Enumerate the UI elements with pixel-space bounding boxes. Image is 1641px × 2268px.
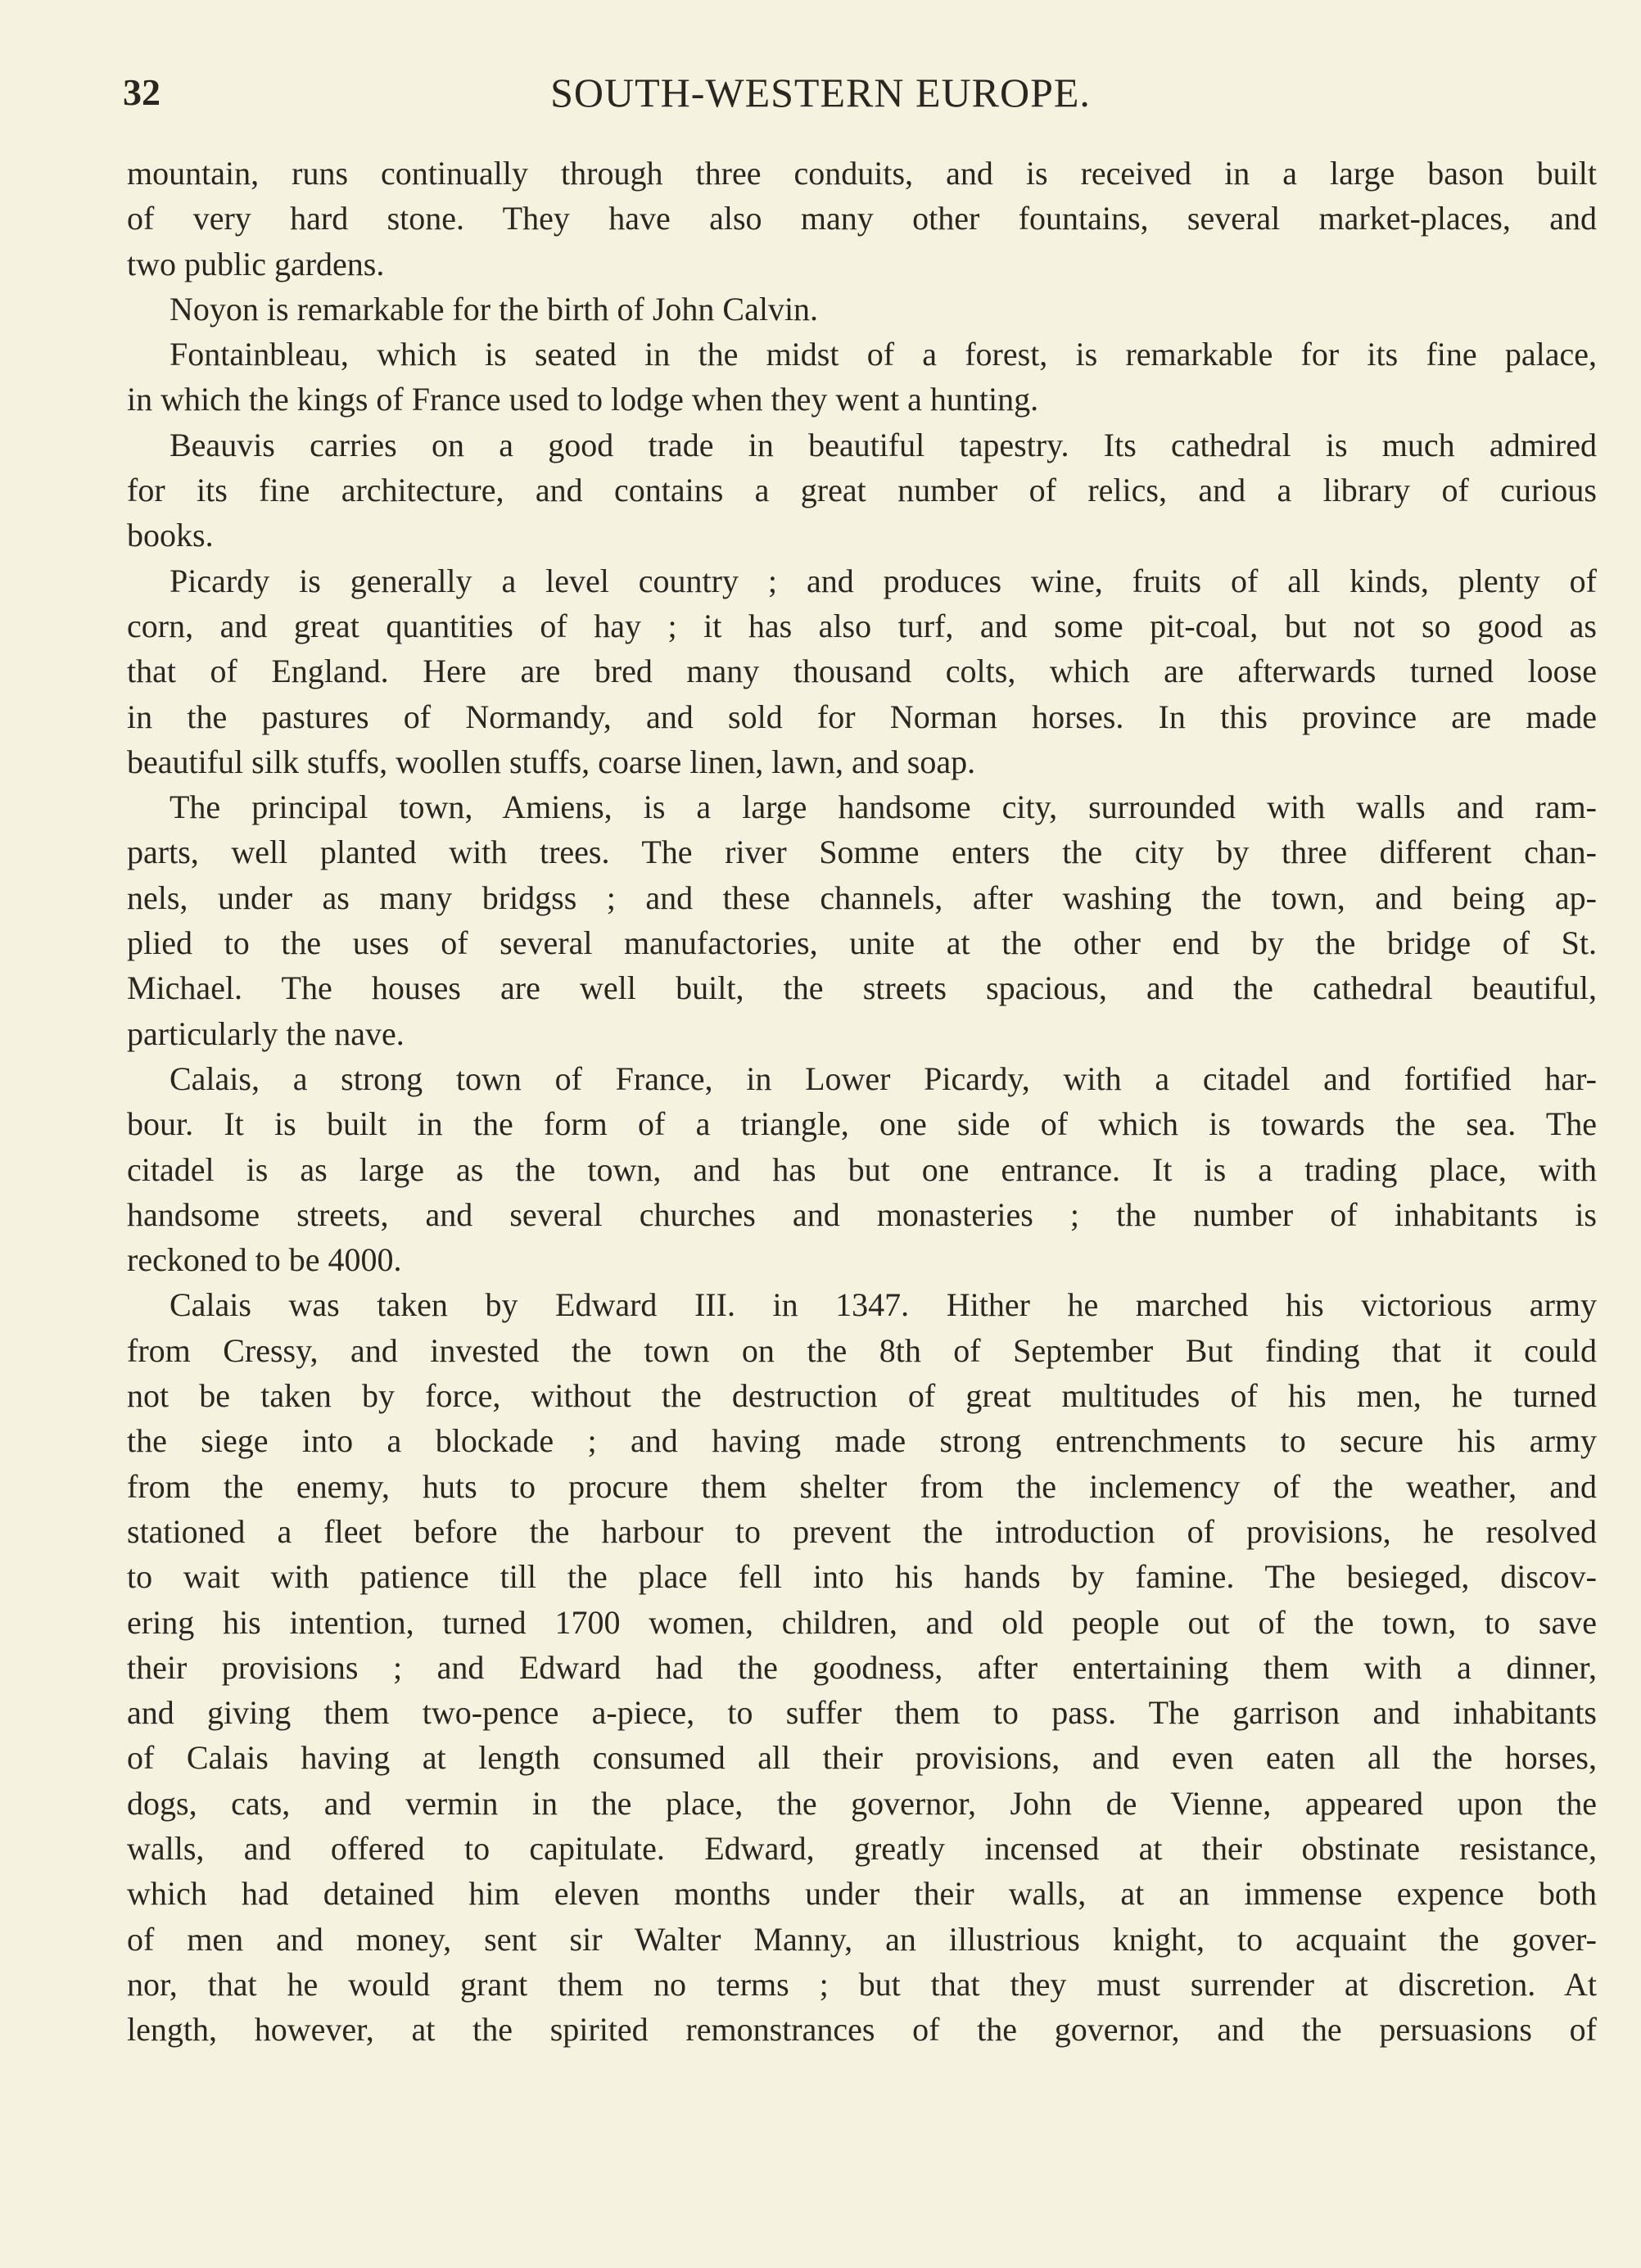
text-line: two public gardens. (127, 245, 385, 282)
text-line: nor, that he would grant them no terms ; but that they must surrender at discretion. At (127, 1965, 1597, 2003)
text-line: Beauvis carries on a good trade in beautiful tapestry. Its cathedral is much admired (170, 426, 1597, 463)
text-line: their provisions ; and Edward had the goodness, after entertaining them with a dinner, (127, 1648, 1597, 1686)
text-line: handsome streets, and several churches and monasteries ; the number of inhabitants is (127, 1195, 1597, 1233)
text-line: of men and money, sent sir Walter Manny, an illustrious knight, to acquaint the gover- (127, 1920, 1597, 1958)
text-line: books. (127, 517, 214, 554)
text-line: Calais was taken by Edward III. in 1347. Hither he marched his victorious army (170, 1286, 1597, 1324)
text-line: corn, and great quantities of hay ; it has also turf, and some pit-coal, but not so good as (127, 607, 1597, 644)
text-line: dogs, cats, and vermin in the place, the governor, John de Vienne, appeared upon the (127, 1784, 1597, 1822)
running-title: SOUTH-WESTERN EUROPE. (550, 70, 1091, 115)
body-text (127, 151, 1597, 2052)
text-line: beautiful silk stuffs, woollen stuffs, coarse linen, lawn, and soap. (127, 743, 976, 780)
text-line: that of England. Here are bred many thousand colts, which are afterwards turned loose (127, 653, 1597, 690)
text-line: citadel is as large as the town, and has but one entrance. It is a trading place, with (127, 1150, 1597, 1188)
text-line: reckoned to be 4000. (127, 1241, 402, 1279)
text-line: in which the kings of France used to lodge when they went a hunting. (127, 381, 1039, 418)
text-line: walls, and offered to capitulate. Edward, greatly incensed at their obstinate resistance, (127, 1829, 1597, 1867)
text-line: particularly the nave. (127, 1014, 405, 1052)
text-line: ering his intention, turned 1700 women, children, and old people out of the town, to save (127, 1603, 1597, 1641)
page-number: 32 (123, 71, 160, 113)
text-line: from Cressy, and invested the town on the 8th of September But finding that it could (127, 1331, 1597, 1369)
text-line: The principal town, Amiens, is a large handsome city, surrounded with walls and ram- (170, 788, 1597, 826)
text-line: parts, well planted with trees. The river Somme enters the city by three different chan- (127, 834, 1597, 871)
text-line: Calais, a strong town of France, in Lower Picardy, with a citadel and fortified har- (170, 1059, 1597, 1097)
text-line: plied to the uses of several manufactories, unite at the other end by the bridge of St. (127, 924, 1597, 962)
text-line: nels, under as many bridgss ; and these channels, after washing the town, and being ap- (127, 879, 1597, 916)
text-line: Picardy is generally a level country ; and produces wine, fruits of all kinds, plenty of (170, 562, 1597, 599)
text-line: which had detained him eleven months under their walls, at an immense expence both (127, 1875, 1597, 1913)
text-line: Noyon is remarkable for the birth of John Calvin. (170, 290, 819, 328)
text-line: of Calais having at length consumed all their provisions, and even eaten all the horses, (127, 1739, 1597, 1777)
text-line: bour. It is built in the form of a triangle, one side of which is towards the sea. The (127, 1105, 1597, 1143)
text-line: of very hard stone. They have also many other fountains, several market-places, and (127, 200, 1597, 237)
text-line: and giving them two-pence a-piece, to suffer them to pass. The garrison and inhabitants (127, 1694, 1597, 1732)
text-line: length, however, at the spirited remonstrances of the governor, and the persuasions of (127, 2011, 1597, 2049)
text-line: Fontainbleau, which is seated in the midst of a forest, is remarkable for its fine palace, (170, 336, 1597, 373)
text-line: stationed a fleet before the harbour to prevent the introduction of provisions, he resolved (127, 1512, 1597, 1550)
text-line: from the enemy, huts to procure them shelter from the inclemency of the weather, and (127, 1467, 1597, 1505)
text-line: Michael. The houses are well built, the streets spacious, and the cathedral beautiful, (127, 969, 1597, 1007)
text-line: for its fine architecture, and contains a great number of relics, and a library of curious (127, 472, 1597, 509)
text-line: not be taken by force, without the destruction of great multitudes of his men, he turned (127, 1377, 1597, 1415)
text-line: in the pastures of Normandy, and sold for Norman horses. In this province are made (127, 698, 1597, 735)
text-line: mountain, runs continually through three conduits, and is received in a large bason built (127, 155, 1597, 192)
text-line: the siege into a blockade ; and having made strong entrenchments to secure his army (127, 1422, 1597, 1460)
text-line: to wait with patience till the place fell into his hands by famine. The besieged, discov- (127, 1558, 1597, 1596)
